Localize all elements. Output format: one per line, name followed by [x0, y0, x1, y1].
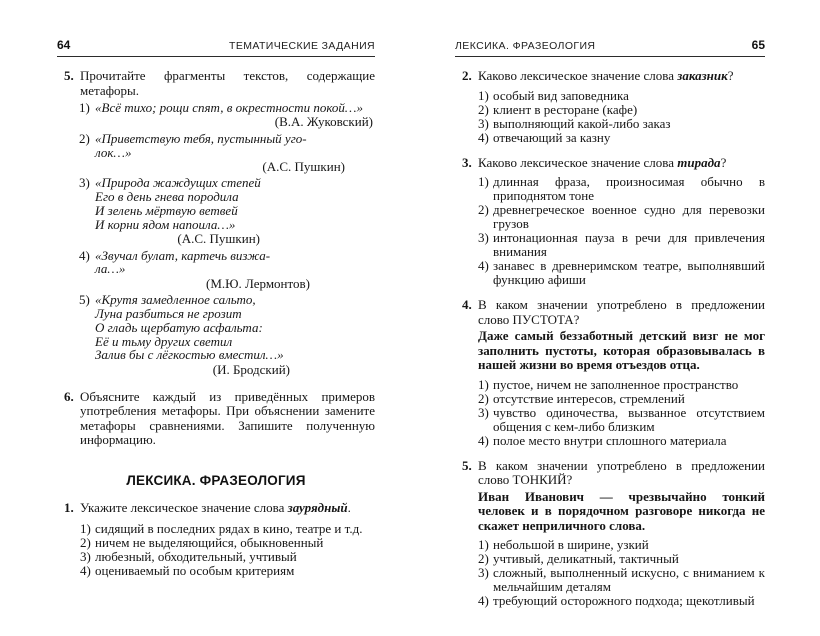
page-number-left: 64: [57, 38, 71, 52]
task-item-2: [455, 69, 765, 145]
quote-item: [80, 176, 375, 231]
option-text: учтивый, деликатный, тактичный: [493, 551, 679, 566]
task-number: 1.: [64, 500, 74, 516]
quote-item: [80, 101, 375, 115]
option-item: [478, 538, 765, 552]
task-item-4: [455, 298, 765, 448]
option-text: небольшой в ширине, узкий: [493, 537, 649, 552]
quote-line: Его в день гнева породила: [95, 189, 239, 205]
task-term: тирада: [677, 154, 721, 170]
page-number-right: 65: [751, 38, 765, 52]
task-text-pre: Каково лексическое значение слова: [478, 154, 678, 170]
option-item: [478, 406, 765, 434]
task-item-5-right: [455, 459, 765, 609]
option-text: любезный, обходительный, учтивый: [95, 548, 297, 564]
task-number: 5.: [462, 457, 472, 473]
quote-author: (А.С. Пушкин): [262, 158, 345, 174]
quote-author: (В.А. Жуковский): [274, 114, 373, 130]
page-right-content: [455, 69, 765, 608]
quote-number: 4): [79, 247, 90, 263]
page-header-right: [455, 38, 765, 57]
section-heading: ЛЕКСИКА. ФРАЗЕОЛОГИЯ: [126, 472, 306, 488]
option-text: пустое, ничем не заполненное пространство: [493, 376, 739, 392]
option-number: 3): [478, 115, 489, 131]
task-text-post: .: [347, 500, 351, 516]
quote-list: [80, 101, 375, 377]
task-question: В каком значении употреблено в предложении слово ТОНКИЙ?: [478, 457, 765, 487]
quote-line: Луна разбиться не грозит: [95, 305, 242, 321]
option-text: выполняющий какой-либо заказ: [493, 115, 671, 131]
option-number: 4): [478, 129, 489, 145]
option-item: [478, 552, 765, 566]
quote-author: (М.Ю. Лермонтов): [206, 275, 310, 291]
option-text: клиент в ресторане (кафе): [493, 101, 638, 117]
quote-line: Залив бы с лёгкостью вместил…»: [95, 347, 284, 363]
task-text: [80, 500, 351, 515]
option-item: [478, 131, 765, 145]
task-item-1: [57, 501, 375, 578]
option-text: древнегреческое военное судно для перевозки грузов: [493, 202, 765, 231]
option-number: 3): [478, 404, 489, 420]
quote-line: «Природа жаждущих степей: [95, 175, 261, 191]
option-number: 1): [80, 520, 91, 536]
option-number: 2): [478, 390, 489, 406]
page-left: [57, 38, 375, 578]
option-number: 1): [478, 537, 489, 552]
quote-number: 2): [79, 130, 90, 146]
quote-line: И зелень мёртвую ветвей: [95, 202, 238, 218]
quote-line: лок…»: [95, 144, 132, 160]
quote-item: [80, 132, 375, 160]
quote-line: «Всё тихо; рощи спят, в окрестности покой…»: [95, 100, 363, 115]
option-number: 2): [478, 202, 489, 217]
option-item: [478, 594, 765, 608]
quote-item: [80, 293, 375, 362]
page-header-left: [57, 38, 375, 57]
option-list: [478, 175, 765, 287]
quote-item: [80, 249, 375, 277]
quote-line: О гладь щербатую асфальта:: [95, 319, 263, 335]
context-sentence: Даже самый беззаботный детский визг не мог заполнить пустоты, которая образовывалась в нашей жизни во время отъездов отца.: [478, 328, 765, 372]
option-number: 4): [478, 432, 489, 448]
option-text: сидящий в последних рядах в кино, театре и т.д.: [95, 520, 363, 536]
option-number: 4): [80, 562, 91, 578]
option-text: отсутствие интересов, стремлений: [493, 390, 685, 406]
option-number: 2): [80, 534, 91, 550]
running-header-left: ТЕМАТИЧЕСКИЕ ЗАДАНИЯ: [229, 40, 375, 52]
option-number: 4): [478, 258, 489, 273]
option-item: [478, 175, 765, 203]
option-list: [478, 378, 765, 448]
option-list: [80, 522, 375, 578]
option-text: требующий осторожного подхода; щекотливый: [493, 593, 755, 608]
option-item: [478, 89, 765, 103]
option-item: [478, 203, 765, 231]
task-number: 4.: [462, 297, 472, 312]
quote-author: (И. Бродский): [212, 361, 290, 377]
context-sentence: Иван Иванович — чрезвычайно тонкий человек и в порядочном разговоре никогда не скажет неприличного слова.: [478, 488, 765, 533]
option-item: [478, 231, 765, 259]
option-text: занавес в древнеримском театре, выполнявший функцию афиши: [493, 258, 765, 287]
task-text: Объясните каждый из приведённых примеров употребления метафоры. При объяснении замените метафоры сравнениями. Запишите полученную информацию.: [80, 388, 375, 448]
task-number: 3.: [462, 154, 472, 170]
task-text: Прочитайте фрагменты текстов, содержащие метафоры.: [80, 68, 375, 98]
option-item: [80, 536, 375, 550]
option-item: [80, 564, 375, 578]
option-list: [478, 89, 765, 145]
option-item: [478, 566, 765, 594]
option-text: отвечающий за казну: [493, 129, 611, 145]
quote-number: 5): [79, 292, 90, 308]
option-number: 4): [478, 593, 489, 608]
option-item: [478, 259, 765, 287]
option-item: [478, 117, 765, 131]
quote-line: ла…»: [95, 261, 126, 277]
option-item: [478, 434, 765, 448]
task-number: 6.: [64, 388, 74, 404]
task-item-5: [57, 69, 375, 377]
option-text: полое место внутри сплошного материала: [493, 432, 727, 448]
task-item-3: [455, 156, 765, 288]
task-text: [478, 155, 726, 170]
option-item: [80, 522, 375, 536]
option-number: 1): [478, 174, 489, 189]
task-text: [478, 68, 734, 83]
option-item: [478, 378, 765, 392]
option-number: 3): [80, 548, 91, 564]
option-text: ничем не выделяющийся, обыкновенный: [95, 534, 324, 550]
quote-line: Её и тьму других светил: [95, 333, 233, 349]
quote-line: «Звучал булат, картечь визжа-: [95, 247, 271, 263]
task-number: 5.: [64, 68, 74, 83]
option-number: 3): [478, 565, 489, 580]
task-question: В каком значении употреблено в предложении слово ПУСТОТА?: [478, 297, 765, 327]
option-number: 2): [478, 551, 489, 566]
option-number: 3): [478, 230, 489, 245]
task-item-6: [57, 390, 375, 448]
task-text-pre: Укажите лексическое значение слова: [80, 500, 288, 516]
option-text: оцениваемый по особым критериям: [95, 562, 295, 578]
page-left-content: [57, 69, 375, 578]
task-text-pre: Каково лексическое значение слова: [478, 68, 678, 83]
option-text: особый вид заповедника: [493, 87, 629, 103]
page-right: [455, 38, 765, 608]
running-header-right: ЛЕКСИКА. ФРАЗЕОЛОГИЯ: [455, 40, 596, 52]
option-item: [478, 103, 765, 117]
option-number: 2): [478, 101, 489, 117]
option-text: чувство одиночества, вызванное отсутствием общения с кем-либо близким: [493, 404, 765, 434]
task-text-post: ?: [727, 68, 734, 83]
option-text: длинная фраза, произносимая обычно в приподнятом тоне: [493, 174, 765, 203]
quote-number: 3): [79, 175, 90, 191]
quote-line: «Крутя замедленное сальто,: [95, 292, 256, 308]
quote-line: И корни ядом напоила…»: [95, 216, 236, 232]
task-term: заказник: [677, 68, 728, 83]
task-number: 2.: [462, 68, 472, 83]
option-item: [478, 392, 765, 406]
option-item: [80, 550, 375, 564]
option-number: 1): [478, 376, 489, 392]
quote-author: (А.С. Пушкин): [177, 231, 260, 247]
quote-line: «Приветствую тебя, пустынный уго-: [95, 130, 307, 146]
option-number: 1): [478, 87, 489, 103]
option-list: [478, 538, 765, 608]
task-term: заурядный: [287, 500, 348, 516]
task-text-post: ?: [720, 154, 727, 170]
quote-number: 1): [79, 100, 90, 115]
option-text: сложный, выполненный искусно, с вниманием к мельчайшим деталям: [493, 565, 765, 594]
option-text: интонационная пауза в речи для привлечения внимания: [493, 230, 765, 259]
